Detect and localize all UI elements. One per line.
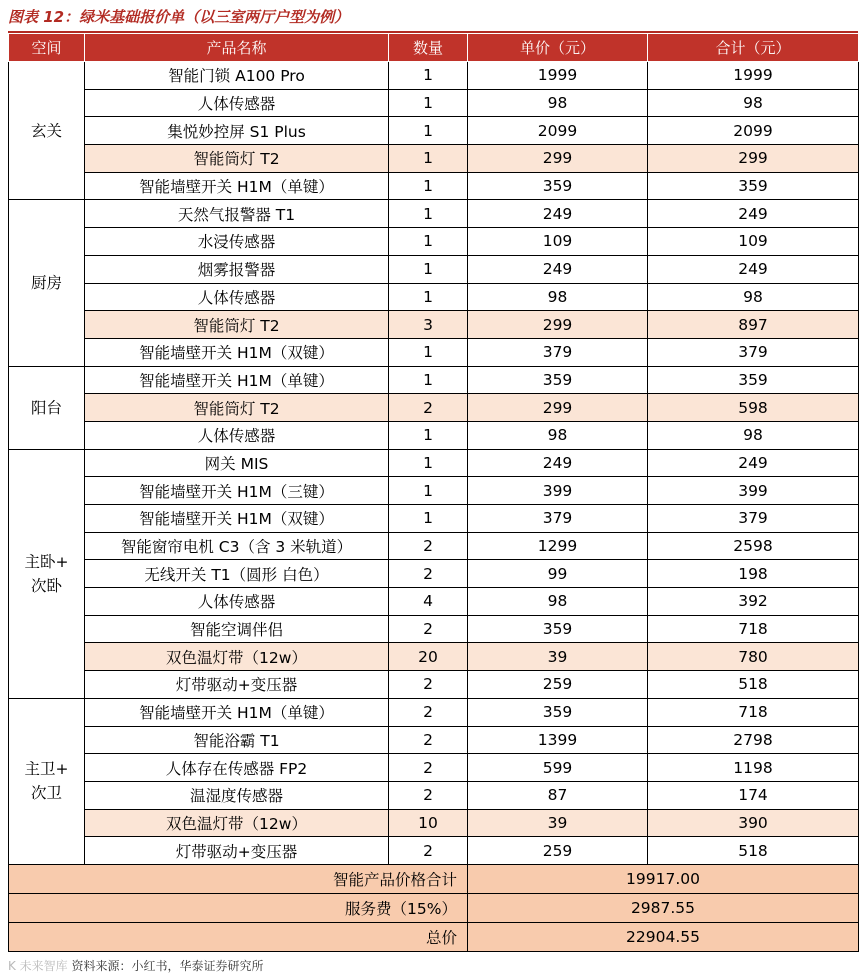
product-cell: 智能窗帘电机 C3（含 3 米轨道） <box>85 532 389 560</box>
qty-cell: 2 <box>389 726 468 754</box>
qty-cell: 1 <box>389 255 468 283</box>
unit-price-cell: 299 <box>468 394 648 422</box>
qty-cell: 3 <box>389 311 468 339</box>
summary-label: 总价 <box>9 922 468 951</box>
product-cell: 网关 MIS <box>85 449 389 477</box>
total-cell: 98 <box>648 421 859 449</box>
table-row <box>9 228 859 256</box>
total-cell: 174 <box>648 781 859 809</box>
product-cell: 智能墙壁开关 H1M（单键） <box>85 172 389 200</box>
room-name: 主卧+ 次卧 <box>24 552 69 595</box>
table-row <box>9 62 859 90</box>
unit-price-cell: 399 <box>468 477 648 505</box>
unit-price-cell: 249 <box>468 449 648 477</box>
product-cell: 人体传感器 <box>85 421 389 449</box>
qty-cell: 10 <box>389 809 468 837</box>
qty-cell: 1 <box>389 228 468 256</box>
table-row <box>9 560 859 588</box>
total-cell: 392 <box>648 588 859 616</box>
qty-cell: 20 <box>389 643 468 671</box>
table-row <box>9 145 859 173</box>
figure-title: 图表 12：绿米基础报价单（以三室两厅户型为例） <box>8 8 350 26</box>
qty-cell: 2 <box>389 698 468 726</box>
total-cell: 2598 <box>648 532 859 560</box>
total-cell: 98 <box>648 89 859 117</box>
product-cell: 人体传感器 <box>85 89 389 117</box>
qty-cell: 4 <box>389 588 468 616</box>
room-cell <box>9 62 85 200</box>
unit-price-cell: 259 <box>468 671 648 699</box>
room-name: 阳台 <box>30 398 62 417</box>
table-row <box>9 449 859 477</box>
product-cell: 烟雾报警器 <box>85 255 389 283</box>
unit-price-cell: 87 <box>468 781 648 809</box>
table-header-row <box>9 34 859 62</box>
table-row <box>9 505 859 533</box>
product-cell: 智能门锁 A100 Pro <box>85 62 389 90</box>
unit-price-cell: 299 <box>468 145 648 173</box>
unit-price-cell: 1999 <box>468 62 648 90</box>
room-name: 厨房 <box>30 274 62 292</box>
total-cell: 249 <box>648 200 859 228</box>
product-cell: 智能墙壁开关 H1M（单键） <box>85 366 389 394</box>
table-row <box>9 615 859 643</box>
qty-cell: 1 <box>389 117 468 145</box>
table-row <box>9 754 859 782</box>
total-cell: 718 <box>648 698 859 726</box>
table-row <box>9 643 859 671</box>
unit-price-cell: 359 <box>468 698 648 726</box>
unit-price-cell: 299 <box>468 311 648 339</box>
room-cell <box>9 698 85 864</box>
unit-price-cell: 259 <box>468 837 648 865</box>
price-table <box>8 33 859 952</box>
summary-value: 2987.55 <box>468 893 859 922</box>
unit-price-cell: 359 <box>468 366 648 394</box>
product-cell: 智能空调伴侣 <box>85 615 389 643</box>
qty-cell: 2 <box>389 532 468 560</box>
total-cell: 1999 <box>648 62 859 90</box>
room-cell <box>9 449 85 698</box>
qty-cell: 1 <box>389 200 468 228</box>
qty-cell: 2 <box>389 671 468 699</box>
table-row <box>9 698 859 726</box>
header-total: 合计（元） <box>648 34 859 62</box>
unit-price-cell: 359 <box>468 615 648 643</box>
unit-price-cell: 39 <box>468 809 648 837</box>
unit-price-cell: 98 <box>468 421 648 449</box>
unit-price-cell: 99 <box>468 560 648 588</box>
product-cell: 智能浴霸 T1 <box>85 726 389 754</box>
table-row <box>9 477 859 505</box>
table-row <box>9 89 859 117</box>
total-cell: 390 <box>648 809 859 837</box>
product-cell: 双色温灯带（12w） <box>85 643 389 671</box>
total-cell: 299 <box>648 145 859 173</box>
total-cell: 359 <box>648 366 859 394</box>
total-cell: 249 <box>648 449 859 477</box>
header-room: 空间 <box>9 34 85 62</box>
product-cell: 天然气报警器 T1 <box>85 200 389 228</box>
product-cell: 温湿度传感器 <box>85 781 389 809</box>
watermark: K 未来智库 <box>8 959 68 973</box>
table-row <box>9 200 859 228</box>
unit-price-cell: 98 <box>468 283 648 311</box>
product-cell: 智能墙壁开关 H1M（双键） <box>85 505 389 533</box>
product-cell: 智能筒灯 T2 <box>85 145 389 173</box>
qty-cell: 2 <box>389 394 468 422</box>
qty-cell: 1 <box>389 338 468 366</box>
unit-price-cell: 379 <box>468 505 648 533</box>
total-cell: 718 <box>648 615 859 643</box>
qty-cell: 2 <box>389 754 468 782</box>
qty-cell: 1 <box>389 477 468 505</box>
summary-value: 19917.00 <box>468 864 859 893</box>
unit-price-cell: 109 <box>468 228 648 256</box>
qty-cell: 2 <box>389 560 468 588</box>
total-cell: 518 <box>648 671 859 699</box>
summary-value: 22904.55 <box>468 922 859 951</box>
qty-cell: 1 <box>389 283 468 311</box>
summary-label: 智能产品价格合计 <box>9 864 468 893</box>
unit-price-cell: 2099 <box>468 117 648 145</box>
unit-price-cell: 599 <box>468 754 648 782</box>
total-cell: 2798 <box>648 726 859 754</box>
qty-cell: 1 <box>389 62 468 90</box>
unit-price-cell: 249 <box>468 255 648 283</box>
source-note <box>8 957 264 974</box>
source-text: 资料来源：小红书，华泰证券研究所 <box>71 959 264 973</box>
room-cell <box>9 200 85 366</box>
header-unit-price: 单价（元） <box>468 34 648 62</box>
product-cell: 智能墙壁开关 H1M（单键） <box>85 698 389 726</box>
table-row <box>9 117 859 145</box>
header-qty: 数量 <box>389 34 468 62</box>
summary-row <box>9 922 859 951</box>
product-cell: 灯带驱动+变压器 <box>85 837 389 865</box>
table-row <box>9 338 859 366</box>
total-cell: 598 <box>648 394 859 422</box>
qty-cell: 1 <box>389 172 468 200</box>
product-cell: 人体传感器 <box>85 588 389 616</box>
total-cell: 109 <box>648 228 859 256</box>
unit-price-cell: 1299 <box>468 532 648 560</box>
table-row <box>9 781 859 809</box>
table-row <box>9 726 859 754</box>
qty-cell: 2 <box>389 837 468 865</box>
unit-price-cell: 39 <box>468 643 648 671</box>
summary-row <box>9 893 859 922</box>
table-row <box>9 366 859 394</box>
product-cell: 双色温灯带（12w） <box>85 809 389 837</box>
product-cell: 灯带驱动+变压器 <box>85 671 389 699</box>
room-name: 主卫+ 次卫 <box>24 760 69 803</box>
total-cell: 359 <box>648 172 859 200</box>
table-row <box>9 837 859 865</box>
qty-cell: 1 <box>389 505 468 533</box>
table-row <box>9 532 859 560</box>
table-row <box>9 809 859 837</box>
qty-cell: 1 <box>389 89 468 117</box>
product-cell: 智能筒灯 T2 <box>85 311 389 339</box>
total-cell: 1198 <box>648 754 859 782</box>
unit-price-cell: 98 <box>468 89 648 117</box>
summary-row <box>9 864 859 893</box>
product-cell: 智能筒灯 T2 <box>85 394 389 422</box>
table-row <box>9 394 859 422</box>
total-cell: 98 <box>648 283 859 311</box>
unit-price-cell: 359 <box>468 172 648 200</box>
total-cell: 780 <box>648 643 859 671</box>
total-cell: 379 <box>648 505 859 533</box>
table-row <box>9 172 859 200</box>
table-row <box>9 421 859 449</box>
table-row <box>9 671 859 699</box>
qty-cell: 1 <box>389 449 468 477</box>
qty-cell: 2 <box>389 615 468 643</box>
total-cell: 198 <box>648 560 859 588</box>
product-cell: 人体存在传感器 FP2 <box>85 754 389 782</box>
total-cell: 379 <box>648 338 859 366</box>
table-row <box>9 311 859 339</box>
product-cell: 水浸传感器 <box>85 228 389 256</box>
unit-price-cell: 1399 <box>468 726 648 754</box>
product-cell: 智能墙壁开关 H1M（双键） <box>85 338 389 366</box>
product-cell: 智能墙壁开关 H1M（三键） <box>85 477 389 505</box>
summary-label: 服务费（15%） <box>9 893 468 922</box>
unit-price-cell: 379 <box>468 338 648 366</box>
product-cell: 人体传感器 <box>85 283 389 311</box>
table-row <box>9 588 859 616</box>
unit-price-cell: 249 <box>468 200 648 228</box>
product-cell: 集悦妙控屏 S1 Plus <box>85 117 389 145</box>
qty-cell: 2 <box>389 781 468 809</box>
total-cell: 897 <box>648 311 859 339</box>
total-cell: 249 <box>648 255 859 283</box>
table-row <box>9 283 859 311</box>
qty-cell: 1 <box>389 145 468 173</box>
total-cell: 399 <box>648 477 859 505</box>
header-product: 产品名称 <box>85 34 389 62</box>
qty-cell: 1 <box>389 366 468 394</box>
product-cell: 无线开关 T1（圆形 白色） <box>85 560 389 588</box>
table-row <box>9 255 859 283</box>
qty-cell: 1 <box>389 421 468 449</box>
total-cell: 2099 <box>648 117 859 145</box>
total-cell: 518 <box>648 837 859 865</box>
unit-price-cell: 98 <box>468 588 648 616</box>
room-cell <box>9 366 85 449</box>
table-body <box>9 62 859 952</box>
room-name: 玄关 <box>30 121 62 140</box>
